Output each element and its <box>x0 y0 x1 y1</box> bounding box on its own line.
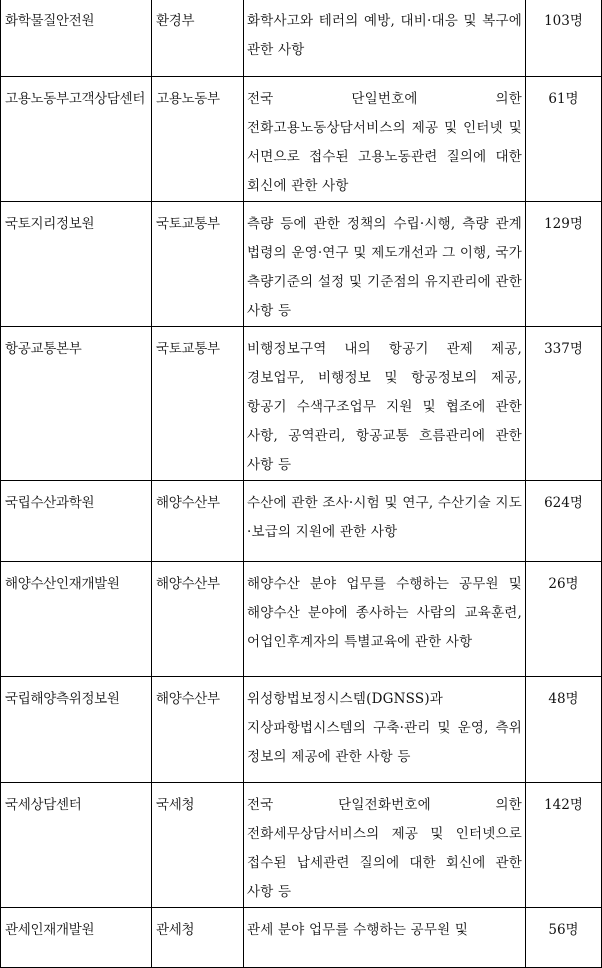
staff-count-cell: 26명 <box>526 562 602 677</box>
agency-name-cell: 국세상담센터 <box>1 783 152 908</box>
duty-cell: 전국 단일번호에 의한 전화고용노동상담서비스의 제공 및 인터넷 및 서면으로 접수된 고용노동관련 질의에 대한 회신에 관한 사항 <box>244 77 526 202</box>
agency-name-cell: 고용노동부고객상담센터 <box>1 77 152 202</box>
ministry-cell: 국세청 <box>152 783 244 908</box>
staff-count-cell: 61명 <box>526 77 602 202</box>
table-row <box>1 677 602 783</box>
agency-name-cell: 항공교통본부 <box>1 327 152 481</box>
duty-cell: 해양수산 분야 업무를 수행하는 공무원 및 해양수산 분야에 종사하는 사람의 교육훈련, 어업인후계자의 특별교육에 관한 사항 <box>244 562 526 677</box>
table-row <box>1 783 602 908</box>
ministry-cell: 고용노동부 <box>152 77 244 202</box>
agency-name-cell: 화학물질안전원 <box>1 0 152 77</box>
table-row <box>1 481 602 562</box>
staff-count-cell: 337명 <box>526 327 602 481</box>
staff-count-cell: 103명 <box>526 0 602 77</box>
duty-cell: 전국 단일전화번호에 의한 전화세무상담서비스의 제공 및 인터넷으로 접수된 납세관련 질의에 대한 회신에 관한 사항 등 <box>244 783 526 908</box>
duty-cell: 화학사고와 테러의 예방, 대비·대응 및 복구에 관한 사항 <box>244 0 526 77</box>
staff-count-cell: 56명 <box>526 908 602 968</box>
staff-count-cell: 142명 <box>526 783 602 908</box>
ministry-cell: 환경부 <box>152 0 244 77</box>
table-row <box>1 327 602 481</box>
duty-cell: 위성항법보정시스템(DGNSS)과 지상파항법시스템의 구축·관리 및 운영, 측위 정보의 제공에 관한 사항 등 <box>244 677 526 783</box>
staff-count-cell: 624명 <box>526 481 602 562</box>
agency-name-cell: 국토지리정보원 <box>1 202 152 327</box>
agency-name-cell: 관세인재개발원 <box>1 908 152 968</box>
ministry-cell: 해양수산부 <box>152 481 244 562</box>
duty-cell: 관세 분야 업무를 수행하는 공무원 및 <box>244 908 526 968</box>
staff-count-cell: 48명 <box>526 677 602 783</box>
table-row <box>1 202 602 327</box>
table-row <box>1 0 602 77</box>
duty-cell: 측량 등에 관한 정책의 수립·시행, 측량 관계 법령의 운영·연구 및 제도개선과 그 이행, 국가 측량기준의 설정 및 기준점의 유지관리에 관한 사항 등 <box>244 202 526 327</box>
agency-name-cell: 해양수산인재개발원 <box>1 562 152 677</box>
table-row <box>1 562 602 677</box>
table-row <box>1 77 602 202</box>
duty-cell: 비행정보구역 내의 항공기 관제 제공, 경보업무, 비행정보 및 항공정보의 제공, 항공기 수색구조업무 지원 및 협조에 관한 사항, 공역관리, 항공교통 흐름관리에 관한 사항 등 <box>244 327 526 481</box>
ministry-cell: 국토교통부 <box>152 327 244 481</box>
agency-name-cell: 국립수산과학원 <box>1 481 152 562</box>
staff-count-cell: 129명 <box>526 202 602 327</box>
ministry-cell: 국토교통부 <box>152 202 244 327</box>
table-row <box>1 908 602 968</box>
agency-name-cell: 국립해양측위정보원 <box>1 677 152 783</box>
ministry-cell: 해양수산부 <box>152 677 244 783</box>
ministry-cell: 해양수산부 <box>152 562 244 677</box>
duty-cell: 수산에 관한 조사·시험 및 연구, 수산기술 지도·보급의 지원에 관한 사항 <box>244 481 526 562</box>
ministry-cell: 관세청 <box>152 908 244 968</box>
